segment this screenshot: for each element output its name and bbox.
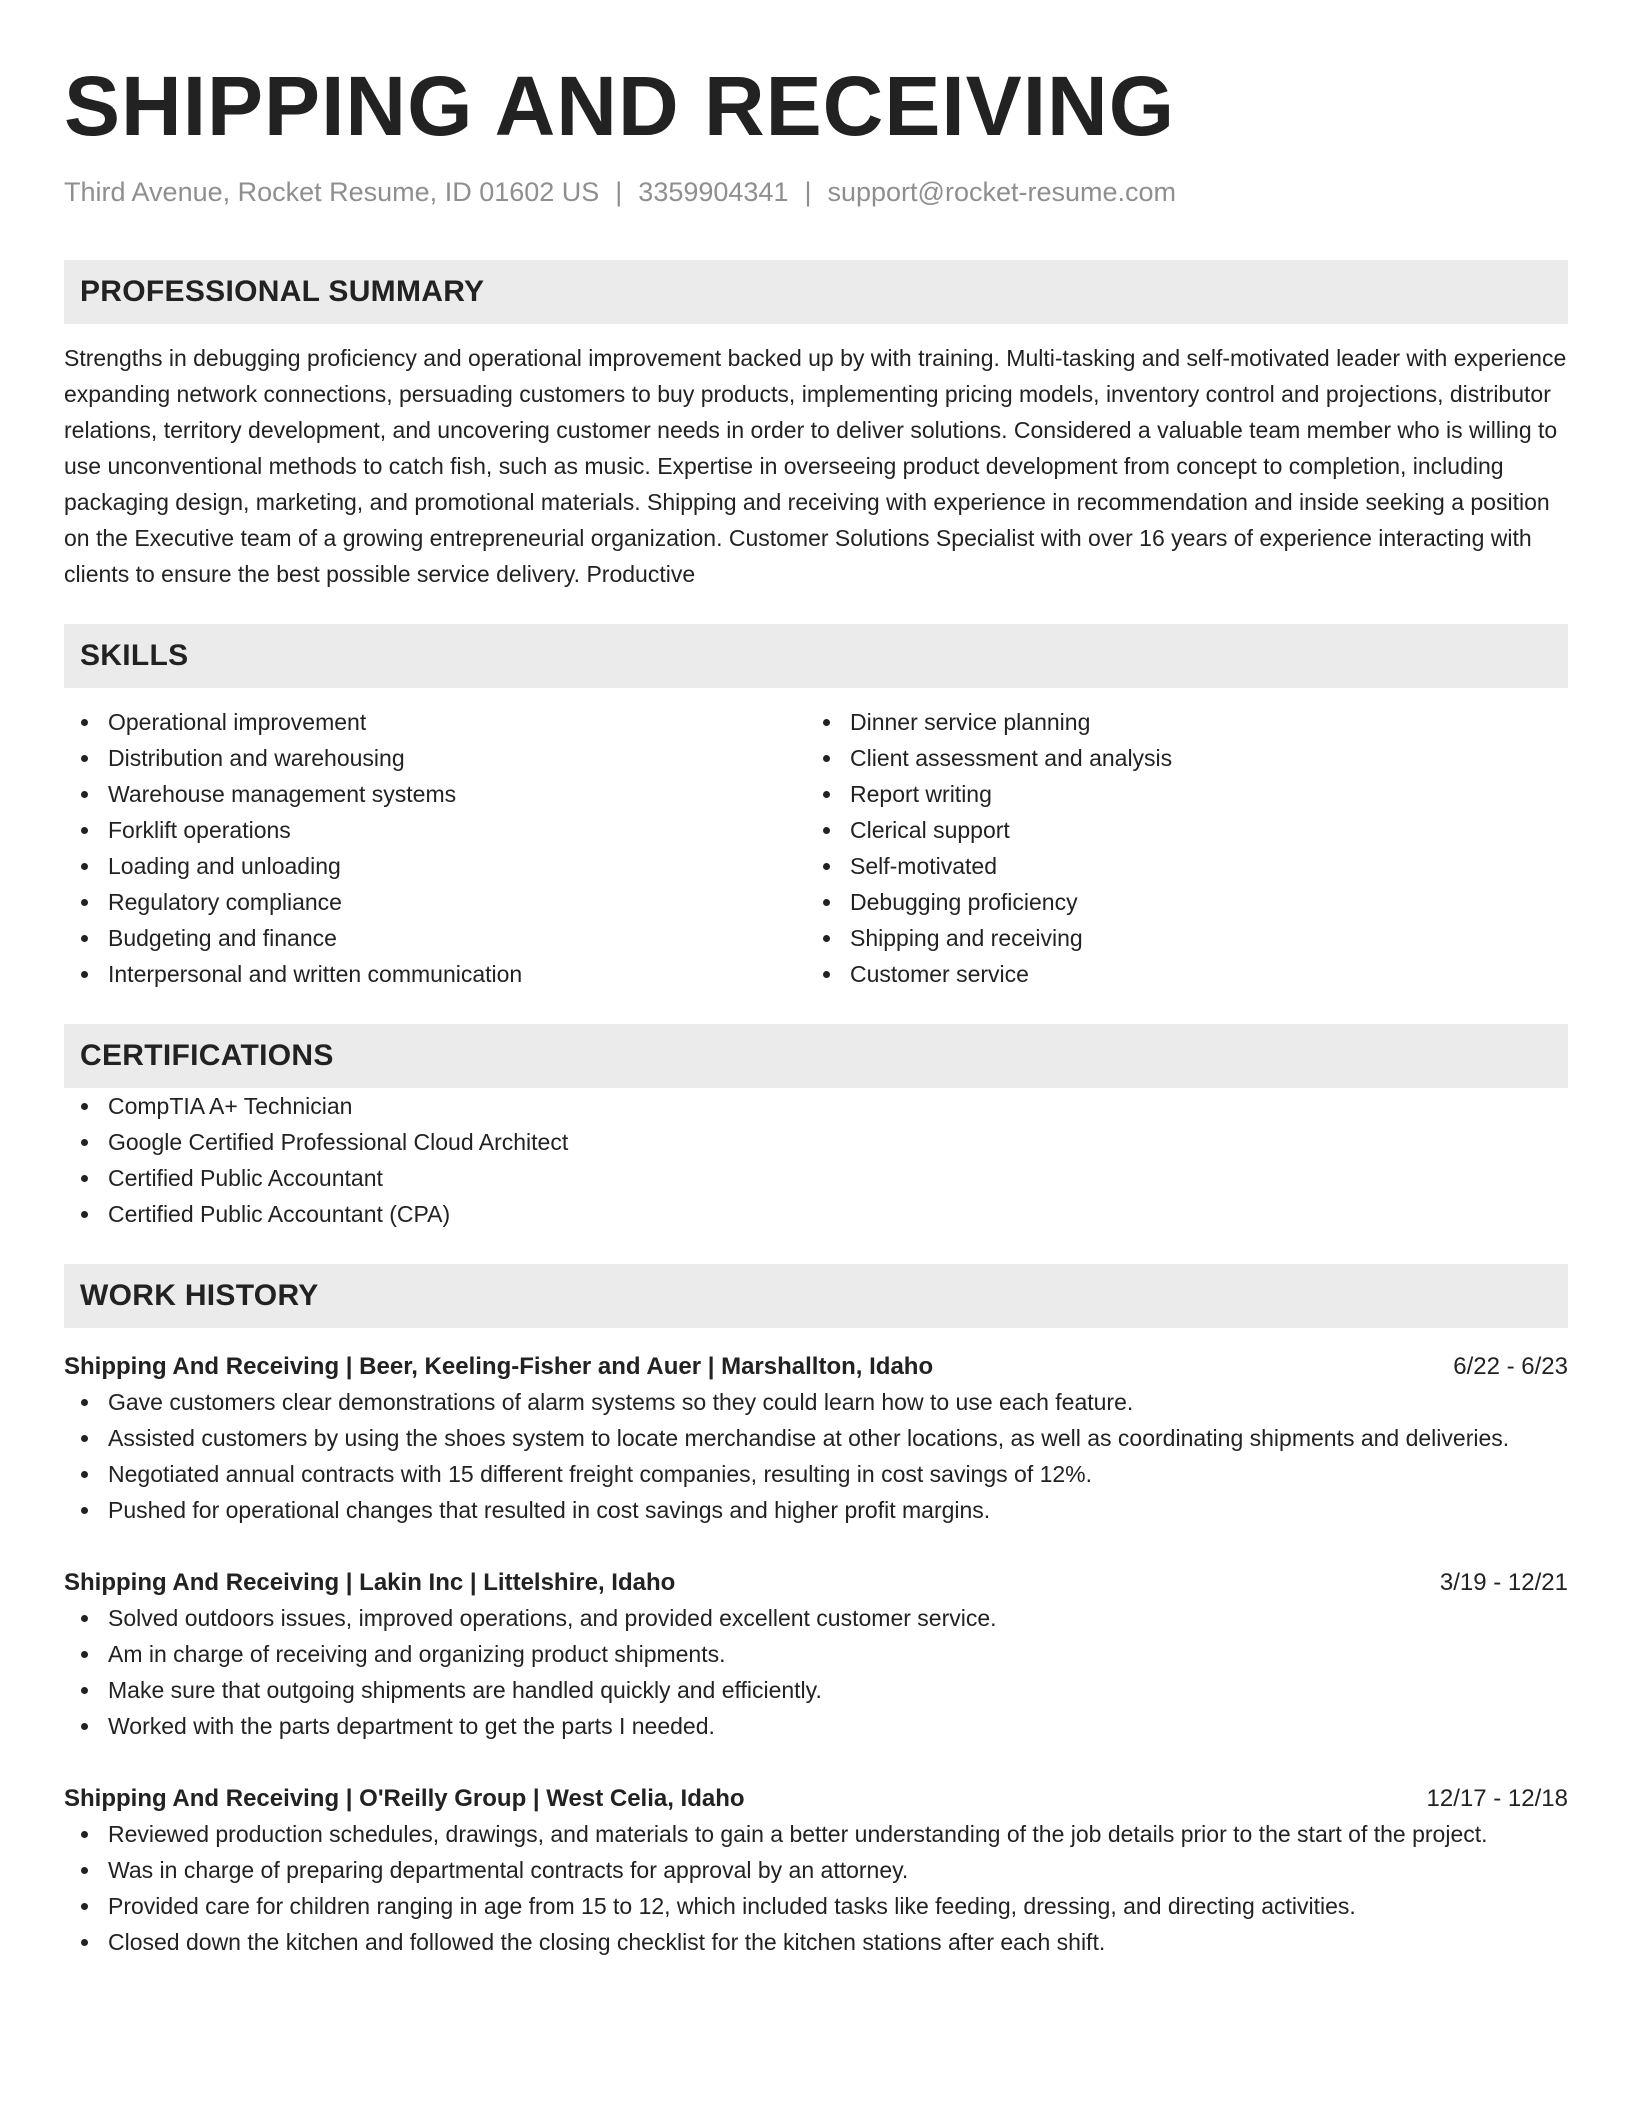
skill-item: Report writing (806, 776, 1568, 812)
skills-heading: SKILLS (64, 624, 1568, 688)
skill-item: Client assessment and analysis (806, 740, 1568, 776)
job-entry (64, 1350, 1568, 1528)
job-title: Shipping And Receiving | Lakin Inc | Littelshire, Idaho (64, 1569, 676, 1596)
job-dates: 3/19 - 12/21 (1439, 1569, 1568, 1596)
job-bullet: Reviewed production schedules, drawings, and materials to gain a better understanding of the job details prior to the start of the project. (64, 1816, 1568, 1852)
skill-item: Clerical support (806, 812, 1568, 848)
contact-separator: | (615, 177, 623, 207)
skill-item: Shipping and receiving (806, 920, 1568, 956)
skills-list-right (806, 704, 1568, 992)
job-bullet: Closed down the kitchen and followed the closing checklist for the kitchen stations after each shift. (64, 1924, 1568, 1960)
skill-item: Operational improvement (64, 704, 806, 740)
job-entry (64, 1566, 1568, 1744)
skill-item: Loading and unloading (64, 848, 806, 884)
contact-email[interactable]: support@rocket-resume.com (827, 177, 1177, 207)
skill-item: Warehouse management systems (64, 776, 806, 812)
job-bullets (64, 1816, 1568, 1960)
certification-item: Google Certified Professional Cloud Architect (64, 1124, 1568, 1160)
job-title: Shipping And Receiving | O'Reilly Group | West Celia, Idaho (64, 1785, 745, 1812)
job-bullet: Assisted customers by using the shoes system to locate merchandise at other locations, as well as coordinating shipments and deliveries. (64, 1420, 1568, 1456)
job-bullets (64, 1600, 1568, 1744)
skill-item: Budgeting and finance (64, 920, 806, 956)
job-header (64, 1350, 1568, 1384)
skill-item: Customer service (806, 956, 1568, 992)
certification-item: CompTIA A+ Technician (64, 1088, 1568, 1124)
work-history-heading: WORK HISTORY (64, 1264, 1568, 1328)
skill-item: Regulatory compliance (64, 884, 806, 920)
certifications-heading: CERTIFICATIONS (64, 1024, 1568, 1088)
job-header (64, 1782, 1568, 1816)
job-bullet: Negotiated annual contracts with 15 different freight companies, resulting in cost savings of 12%. (64, 1456, 1568, 1492)
job-bullets (64, 1384, 1568, 1528)
skills-columns (64, 704, 1568, 992)
job-bullet: Pushed for operational changes that resulted in cost savings and higher profit margins. (64, 1492, 1568, 1528)
skill-item: Self-motivated (806, 848, 1568, 884)
job-header (64, 1566, 1568, 1600)
summary-text: Strengths in debugging proficiency and operational improvement backed up by with training. Multi-tasking and self-motivated leader with experience expanding network connections, persuading customers to buy products, implementing pricing models, inventory control and projections, distributor relations, territory development, and uncovering customer needs in order to deliver solutions. Considered a valuable team member who is willing to use unconventional methods to catch fish, such as music. Expertise in overseeing product development from concept to completion, including packaging design, marketing, and promotional materials. Shipping and receiving with experience in recommendation and inside seeking a position on the Executive team of a growing entrepreneurial organization. Customer Solutions Specialist with over 16 years of experience interacting with clients to ensure the best possible service delivery. Productive (64, 345, 1567, 587)
summary-heading: PROFESSIONAL SUMMARY (64, 260, 1568, 324)
job-dates: 12/17 - 12/18 (1426, 1785, 1568, 1812)
resume-page (64, 0, 1568, 1960)
resume-name: SHIPPING AND RECEIVING (64, 59, 1176, 153)
contact-separator: | (804, 177, 812, 207)
job-dates: 6/22 - 6/23 (1453, 1353, 1568, 1380)
job-bullet: Gave customers clear demonstrations of alarm systems so they could learn how to use each feature. (64, 1384, 1568, 1420)
certifications-list (64, 1088, 1568, 1232)
skill-item: Debugging proficiency (806, 884, 1568, 920)
contact-line (64, 176, 1568, 208)
skill-item: Distribution and warehousing (64, 740, 806, 776)
skill-item: Dinner service planning (806, 704, 1568, 740)
job-bullet: Make sure that outgoing shipments are handled quickly and efficiently. (64, 1672, 1568, 1708)
job-bullet: Provided care for children ranging in age from 15 to 12, which included tasks like feeding, dressing, and directing activities. (64, 1888, 1568, 1924)
job-bullet: Solved outdoors issues, improved operations, and provided excellent customer service. (64, 1600, 1568, 1636)
skills-list-left (64, 704, 806, 992)
job-entry (64, 1782, 1568, 1960)
job-bullet: Was in charge of preparing departmental contracts for approval by an attorney. (64, 1852, 1568, 1888)
job-bullet: Am in charge of receiving and organizing product shipments. (64, 1636, 1568, 1672)
contact-address: Third Avenue, Rocket Resume, ID 01602 US (64, 177, 600, 207)
certification-item: Certified Public Accountant (CPA) (64, 1196, 1568, 1232)
skill-item: Forklift operations (64, 812, 806, 848)
job-title: Shipping And Receiving | Beer, Keeling-Fisher and Auer | Marshallton, Idaho (64, 1353, 934, 1380)
skill-item: Interpersonal and written communication (64, 956, 806, 992)
job-bullet: Worked with the parts department to get the parts I needed. (64, 1708, 1568, 1744)
certification-item: Certified Public Accountant (64, 1160, 1568, 1196)
contact-phone: 3359904341 (638, 177, 789, 207)
